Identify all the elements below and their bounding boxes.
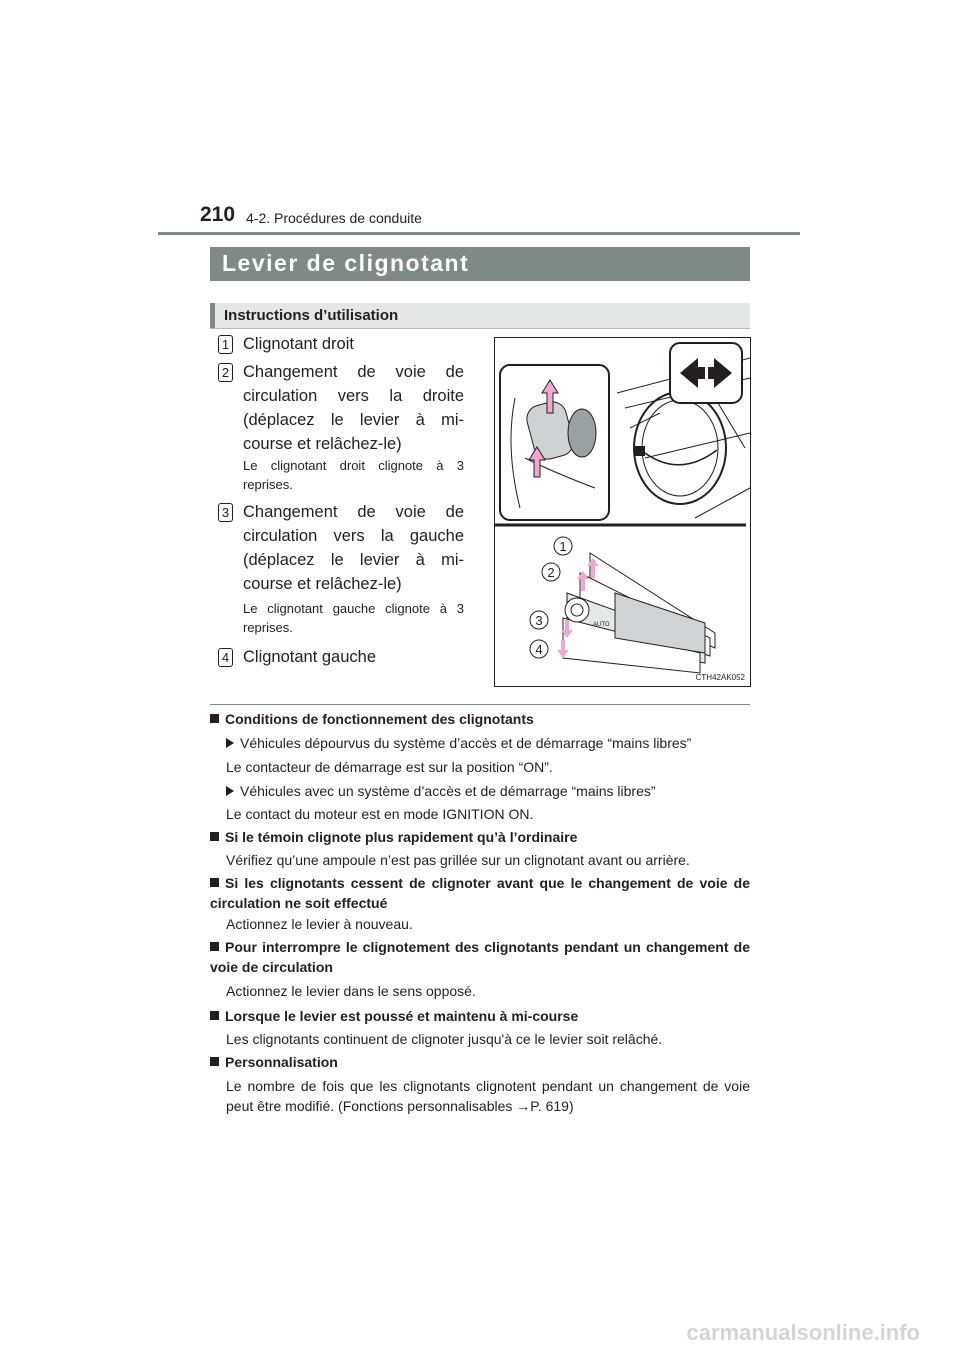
triangle-bullet-icon [226, 738, 234, 748]
square-bullet-icon [210, 714, 219, 723]
section-heading [210, 937, 750, 977]
square-bullet-icon [210, 942, 219, 951]
section-3-heading: Si les clignotants cessent de clignoter avant que le changement de voie de circulation ne soit effectué [210, 875, 750, 911]
step-4-badge: 4 [218, 648, 233, 667]
step-1-text: Clignotant droit [243, 335, 354, 353]
step-2-text: Changement de voie de circulation vers la droite (déplacez le levier à mi-course et relâchez-le) [243, 363, 464, 453]
section-heading [210, 1006, 750, 1026]
lever-auto-label: AUTO [593, 622, 610, 628]
section-heading [210, 709, 750, 729]
section-1-heading: Conditions de fonctionnement des clignotants [225, 711, 534, 727]
section-6-text: Le nombre de fois que les clignotants clignotent pendant un changement de voie peut être modifié. (Fonctions personnalisables →P. 619) [226, 1078, 750, 1114]
square-bullet-icon [210, 1011, 219, 1020]
header-rule [158, 232, 800, 235]
section-heading [210, 1052, 750, 1072]
section-5-text: Les clignotants continuent de clignoter jusqu'à ce le levier soit relâché. [226, 1031, 663, 1047]
section-heading [210, 827, 750, 847]
subsection-title: Instructions d’utilisation [224, 307, 399, 324]
lever-positions-drawing [563, 553, 715, 673]
section-path: 4-2. Procédures de conduite [246, 210, 422, 226]
step-3-note: Le clignotant gauche clignote à 3 reprises. [243, 601, 464, 635]
subsection-bar [210, 303, 750, 329]
figure-code: CTH42AK052 [695, 673, 745, 682]
triangle-bullet-icon [226, 786, 234, 796]
step-3-text: Changement de voie de circulation vers la gauche (déplacez le levier à mi-course et relâchez-le) [243, 503, 464, 593]
section-4-text: Actionnez le levier dans le sens opposé. [226, 983, 476, 999]
steering-wheel-drawing [630, 392, 726, 504]
section-1-text-2: Le contact du moteur est en mode IGNITION ON. [226, 806, 534, 822]
section-1-text-1: Le contacteur de démarrage est sur la position “ON”. [226, 759, 553, 775]
page-title: Levier de clignotant [222, 250, 470, 276]
watermark: carmanualsonline.info [686, 1320, 920, 1345]
subsection-accent [210, 303, 215, 328]
section-1-bullet-2 [226, 781, 750, 801]
step-2-badge: 2 [218, 363, 233, 382]
step-3-badge: 3 [218, 503, 233, 522]
section-1-bullet-1 [226, 733, 750, 753]
section-1-bullet-1-text: Véhicules dépourvus du système d’accès et de démarrage “mains libres” [240, 735, 692, 751]
page-number: 210 [200, 203, 236, 226]
title-bar [210, 247, 750, 281]
section-4-heading: Pour interrompre le clignotement des clignotants pendant un changement de voie de circulation [210, 939, 750, 975]
callout-2: 2 [547, 565, 555, 580]
section-6-heading: Personnalisation [225, 1054, 338, 1070]
figure-illustration [495, 338, 750, 686]
section-heading [210, 873, 750, 913]
section-2-text: Vérifiez qu’une ampoule n’est pas grillée sur un clignotant avant ou arrière. [226, 852, 690, 868]
square-bullet-icon [210, 878, 219, 887]
section-1-bullet-2-text: Véhicules avec un système d’accès et de démarrage “mains libres” [240, 783, 656, 799]
square-bullet-icon [210, 1057, 219, 1066]
step-1-badge: 1 [218, 335, 233, 354]
callout-1: 1 [559, 539, 567, 554]
section-3-text: Actionnez le levier à nouveau. [226, 916, 413, 932]
square-bullet-icon [210, 832, 219, 841]
step-4-text: Clignotant gauche [243, 648, 377, 666]
section-5-heading: Lorsque le levier est poussé et maintenu à mi-course [225, 1008, 579, 1024]
callout-3: 3 [535, 613, 543, 628]
figure-turn-signal-lever [494, 337, 751, 687]
callout-4: 4 [535, 642, 543, 657]
body-rule [210, 704, 750, 705]
section-2-heading: Si le témoin clignote plus rapidement qu’à l’ordinaire [225, 829, 578, 845]
step-2-note: Le clignotant droit clignote à 3 reprises. [243, 458, 464, 492]
